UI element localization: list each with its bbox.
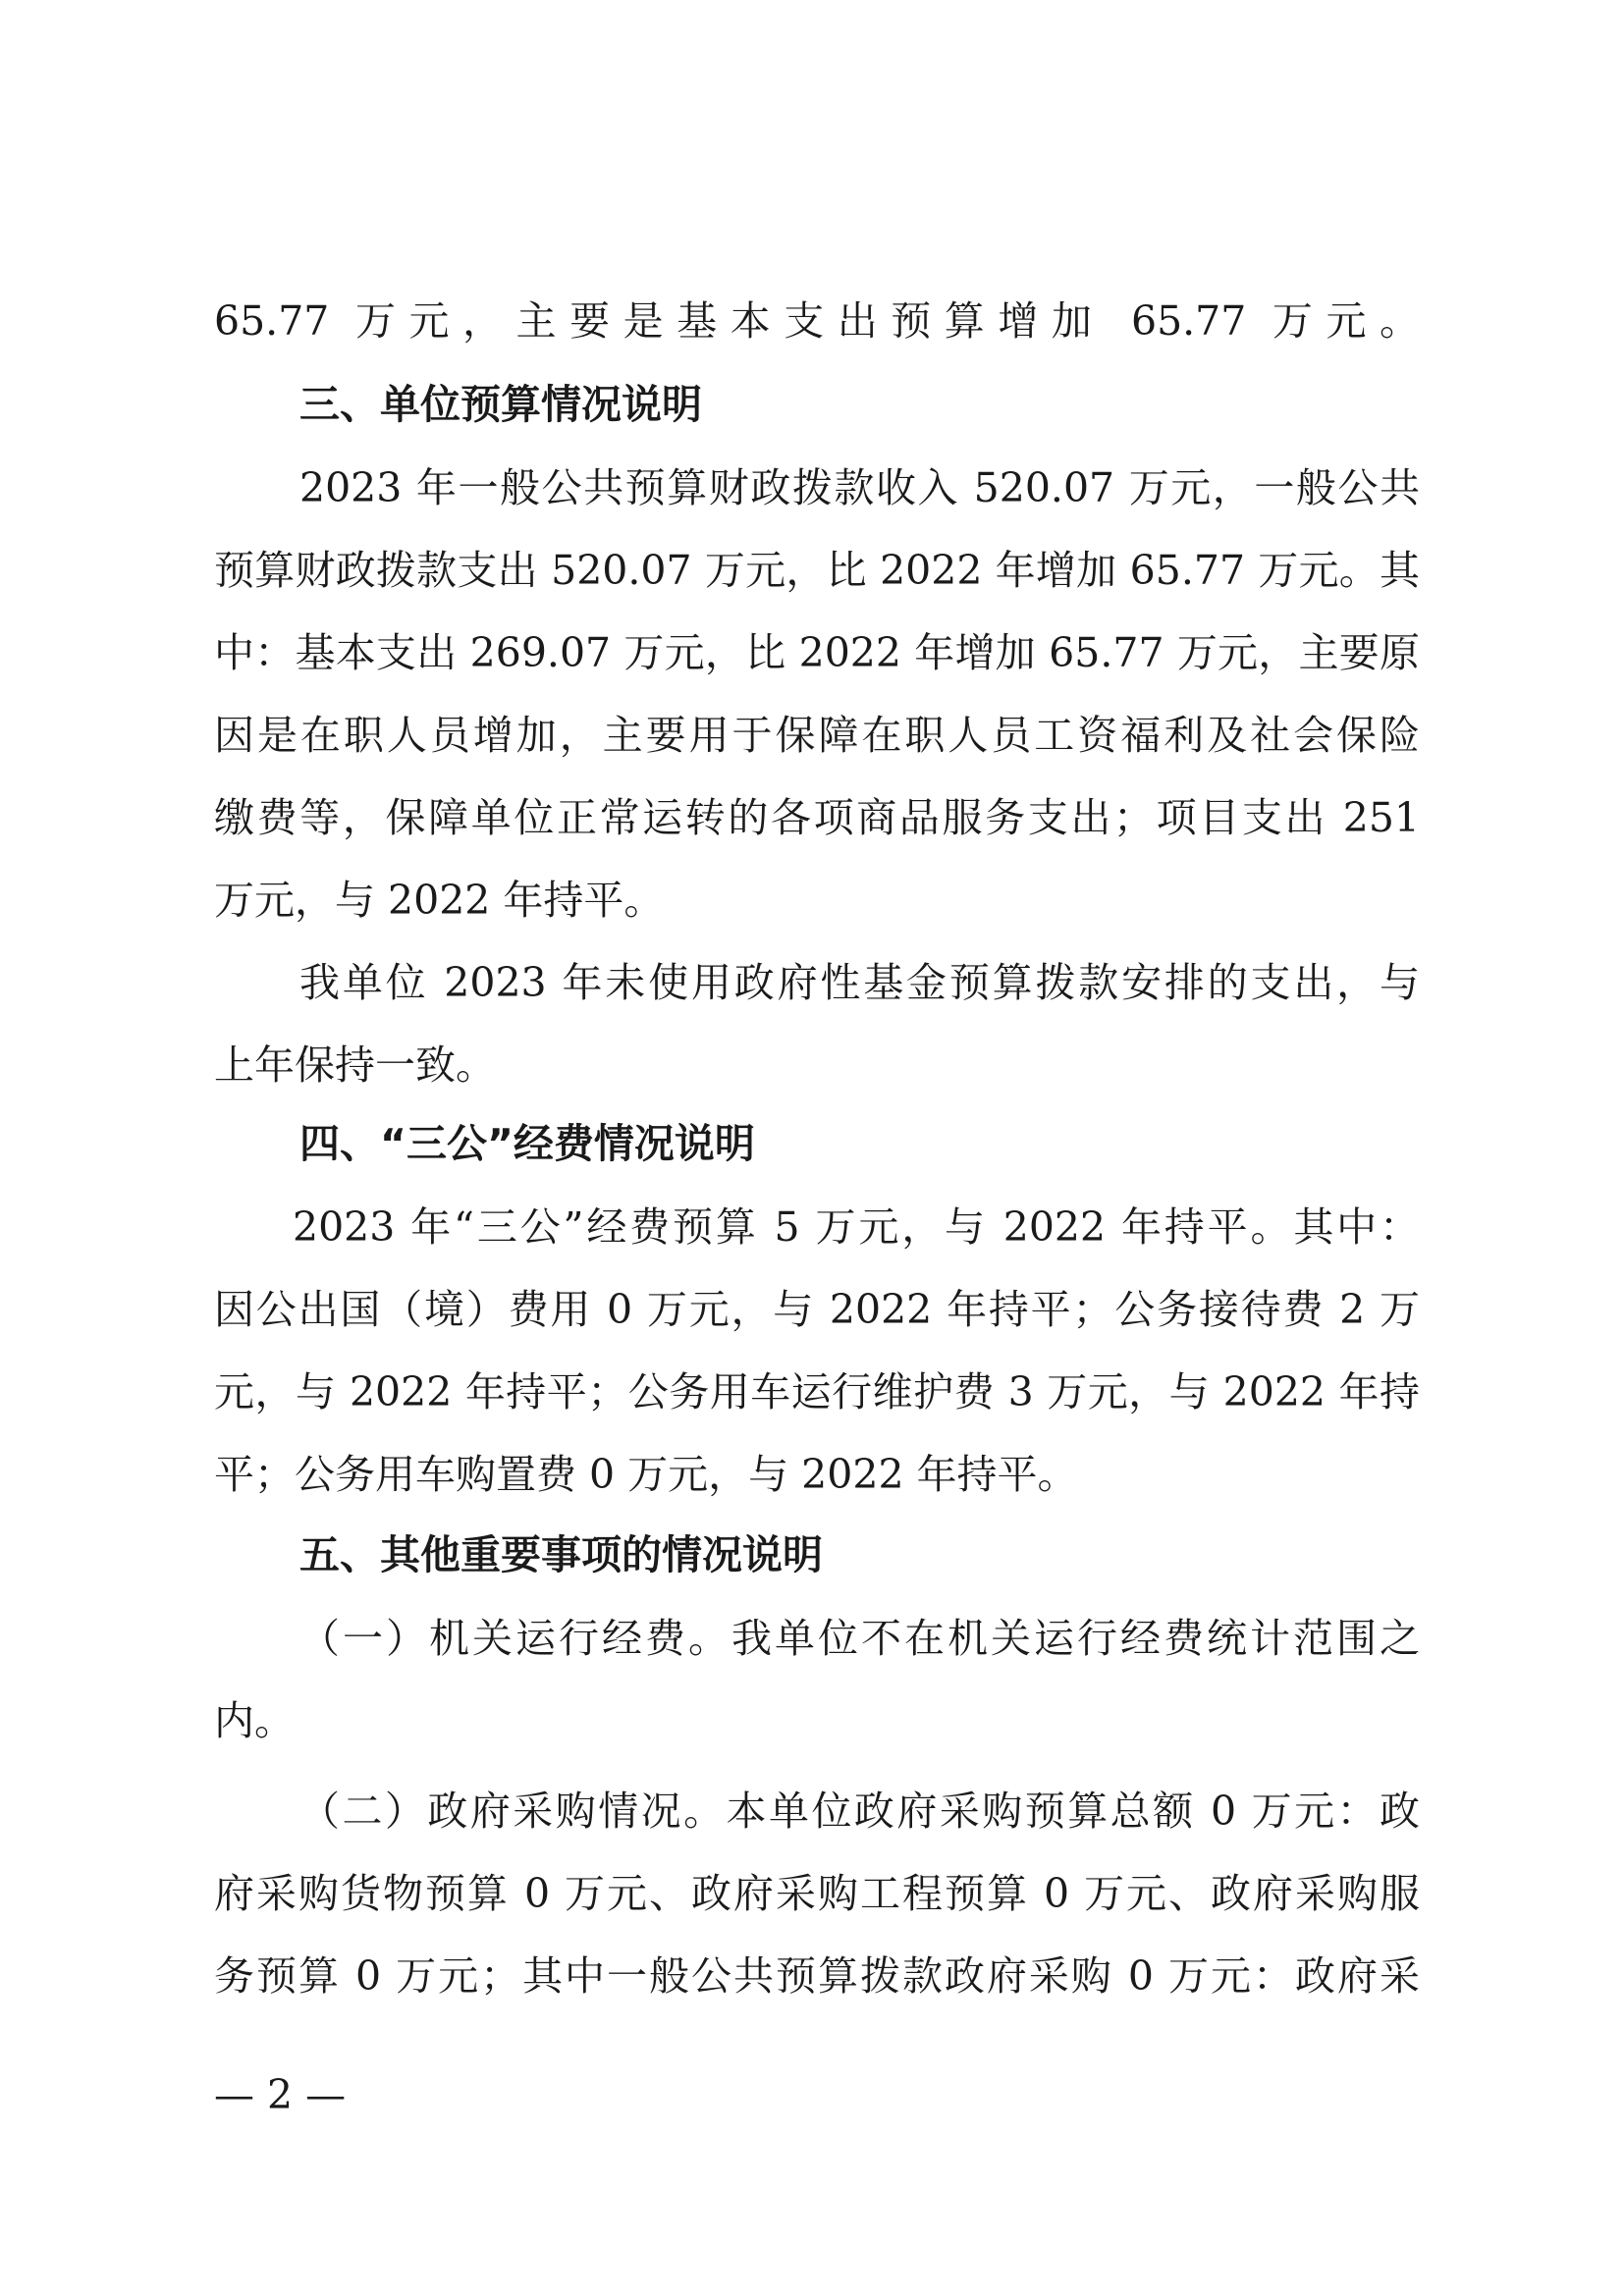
- body-line: 上年保持一致。: [214, 1041, 496, 1089]
- body-line: 内。: [214, 1697, 295, 1744]
- paragraph-first-line: （二）政府采购情况。本单位政府采购预算总额 0 万元：政: [299, 1788, 1420, 1835]
- body-line: 因公出国（境）费用 0 万元，与 2022 年持平；公务接待费 2 万: [214, 1286, 1420, 1333]
- body-line: 预算财政拨款支出 520.07 万元，比 2022 年增加 65.77 万元。其: [214, 547, 1420, 594]
- body-line: 务预算 0 万元；其中一般公共预算拨款政府采购 0 万元：政府采: [214, 1952, 1420, 2000]
- body-line: 元，与 2022 年持平；公务用车运行维护费 3 万元，与 2022 年持: [214, 1368, 1420, 1415]
- paragraph-first-line: 2023 年一般公共预算财政拨款收入 520.07 万元，一般公共: [299, 464, 1420, 511]
- body-line: 因是在职人员增加，主要用于保障在职人员工资福利及社会保险: [214, 712, 1420, 759]
- section-heading-other-matters: 五、其他重要事项的情况说明: [299, 1531, 823, 1578]
- body-line: 中：基本支出 269.07 万元，比 2022 年增加 65.77 万元，主要原: [214, 629, 1420, 676]
- paragraph-first-line: （一）机关运行经费。我单位不在机关运行经费统计范围之: [299, 1615, 1420, 1662]
- paragraph-first-line: 2023 年“三公”经费预算 5 万元，与 2022 年持平。其中：: [293, 1203, 1420, 1251]
- body-line: 65.77 万元，主要是基本支出预算增加 65.77 万元。: [214, 297, 1420, 345]
- body-line: 万元，与 2022 年持平。: [214, 877, 665, 924]
- section-heading-unit-budget: 三、单位预算情况说明: [299, 381, 702, 428]
- body-line: 平；公务用车购置费 0 万元，与 2022 年持平。: [214, 1451, 1078, 1498]
- body-line: 府采购货物预算 0 万元、政府采购工程预算 0 万元、政府采购服: [214, 1870, 1420, 1917]
- body-line: 缴费等，保障单位正常运转的各项商品服务支出；项目支出 251: [214, 794, 1420, 841]
- section-heading-three-public-expenses: 四、“三公”经费情况说明: [299, 1120, 755, 1167]
- page-number: — 2 —: [214, 2071, 347, 2118]
- paragraph-first-line: 我单位 2023 年未使用政府性基金预算拨款安排的支出，与: [299, 959, 1420, 1006]
